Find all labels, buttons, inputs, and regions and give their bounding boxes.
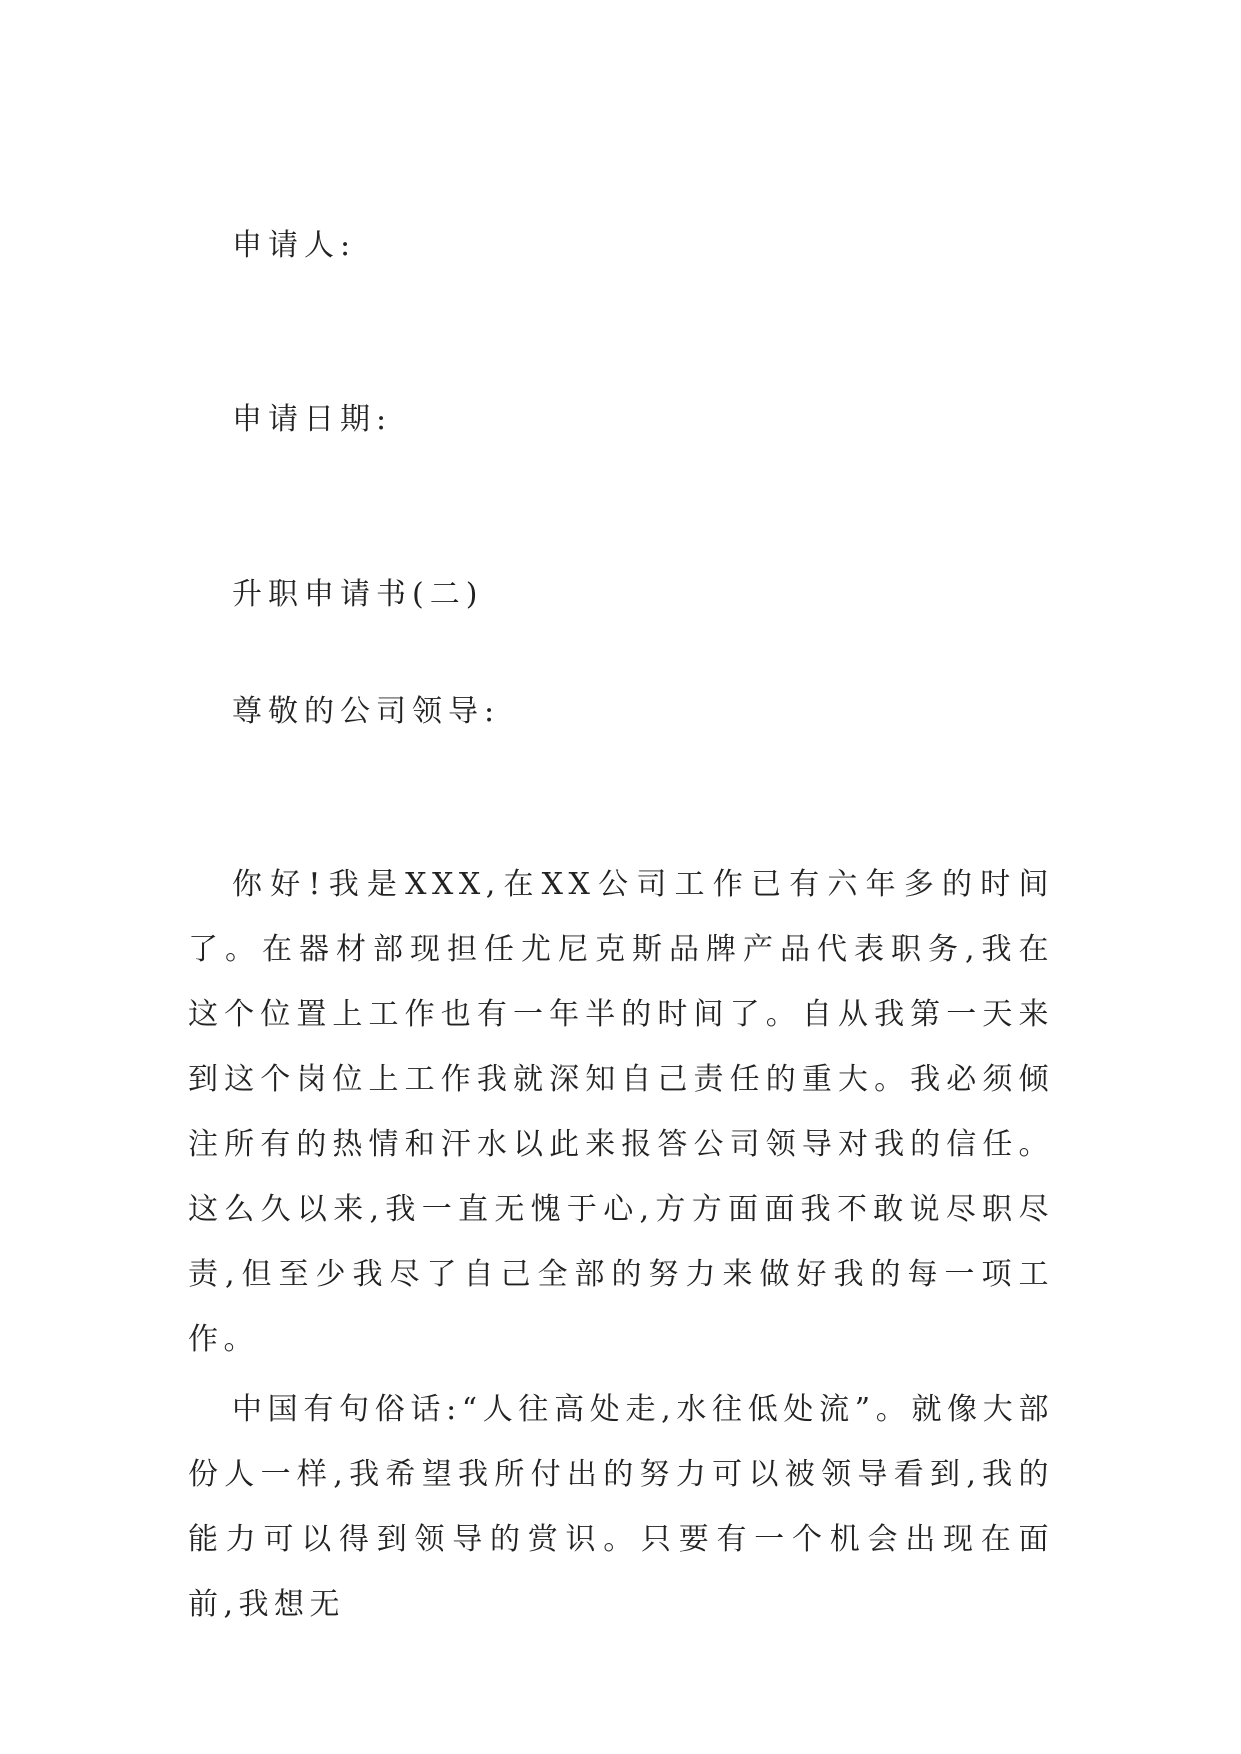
application-date-label: 申请日期: (232, 402, 393, 437)
applicant-label: 申请人: (232, 228, 357, 263)
body-paragraph-2: 中国有句俗话:“人往高处走,水往低处流”。就像大部份人一样,我希望我所付出的努力可以被领导看到,我的能力可以得到领导的赏识。只要有一个机会出现在面前,我想无 (188, 1392, 1054, 1622)
body-paragraph-1: 你好!我是XXX,在XX公司工作已有六年多的时间了。在器材部现担任尤尼克斯品牌产品代表职务,我在这个位置上工作也有一年半的时间了。自从我第一天来到这个岗位上工作我就深知自己责任的重大。我必须倾注所有的热情和汗水以此来报答公司领导对我的信任。这么久以来,我一直无愧于心,方方面面我不敢说尽职尽责,但至少我尽了自己全部的努力来做好我的每一项工作。 (188, 867, 1054, 1357)
document-title: 升职申请书(二) (232, 577, 484, 612)
salutation: 尊敬的公司领导: (232, 694, 501, 729)
